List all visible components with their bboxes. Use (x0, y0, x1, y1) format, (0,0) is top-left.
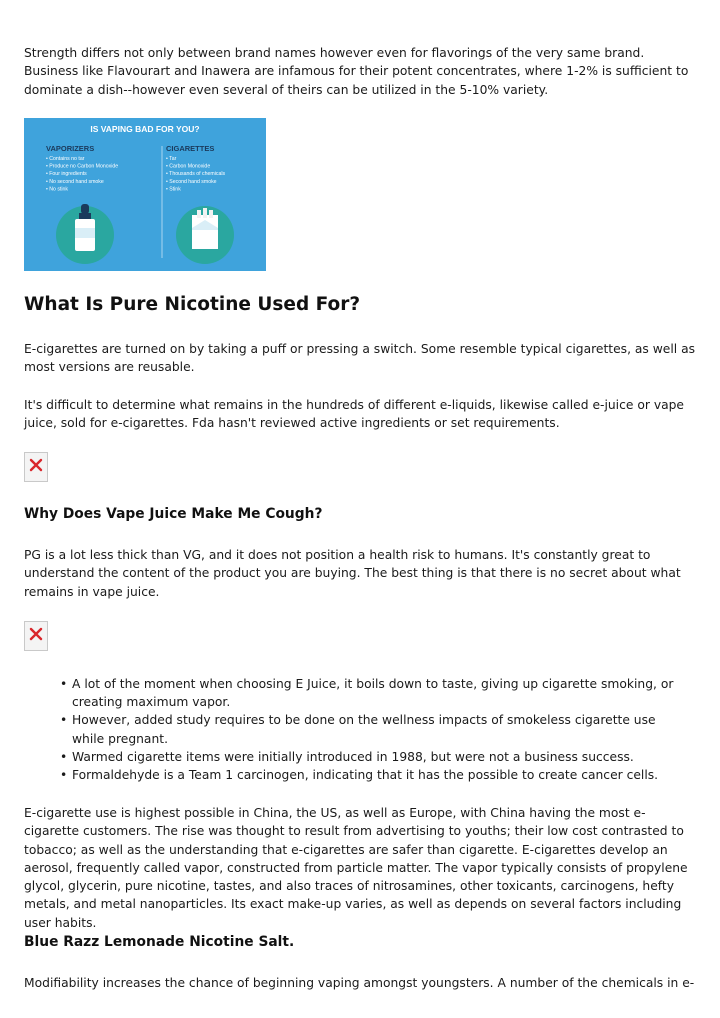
infographic-list-item: • Contains no tar (46, 156, 85, 162)
infographic-list-item: • Tar (166, 156, 177, 162)
paragraph-ecig-activation: E-cigarettes are turned on by taking a puff or pressing a switch. Some resemble typical cigarettes, as well as most versions are reusable. (24, 342, 696, 375)
vaporizers-heading: VAPORIZERS (46, 144, 95, 153)
intro-paragraph: Strength differs not only between brand names however even for flavorings of the very same brand. Business like Flavourart and Inawera are infamous for their potent concentrates, where 1-2% is sufficient to dominate a dish--however even several of theirs can be utilized in the 5-10% variety. (24, 46, 689, 97)
infographic-list-item: • Second hand smoke (166, 178, 217, 185)
infographic-list-item: • Four ingredients (46, 171, 87, 178)
paragraph-modifiability: Modifiability increases the chance of beginning vaping amongst youngsters. A number of the chemicals in e- (24, 976, 695, 990)
infographic-list-item: • No second hand smoke (46, 178, 104, 185)
subheading-cough: Why Does Vape Juice Make Me Cough? (24, 506, 323, 522)
infographic-list-item: • Stink (166, 186, 181, 193)
paragraph-pg-vg: PG is a lot less thick than VG, and it does not position a health risk to humans. It's constantly great to understand the content of the product you are buying. The best thing is that there is no secret about what remains in vape juice. (24, 548, 681, 599)
broken-image-icon (24, 621, 48, 651)
bullet-list (60, 675, 690, 784)
list-item: • A lot of the moment when choosing E Juice, it boils down to taste, giving up cigarette smoking, or creating maximum vapor. (60, 675, 690, 711)
list-item: • Formaldehyde is a Team 1 carcinogen, indicating that it has the possible to create cancer cells. (60, 766, 690, 784)
main-heading: What Is Pure Nicotine Used For? (24, 294, 361, 315)
infographic-list-item: • Thousands of chemicals (166, 171, 226, 178)
paragraph-eliquids: It's difficult to determine what remains in the hundreds of different e-liquids, likewise called e-juice or vape juice, sold for e-cigarettes. Fda hasn't reviewed active ingredients or set requirements. (24, 398, 685, 431)
vaping-infographic (24, 118, 266, 271)
list-item: • Warmed cigarette items were initially introduced in 1988, but were not a business success. (60, 748, 690, 766)
infographic-list-item: • Carbon Monoxide (166, 163, 211, 170)
broken-image-icon (24, 452, 48, 482)
infographic-list-item: • No stink (46, 186, 68, 193)
cigarettes-heading: CIGARETTES (166, 144, 215, 153)
subheading-blue-razz: Blue Razz Lemonade Nicotine Salt. (24, 934, 295, 950)
infographic-list-item: • Produce no Carbon Monoxide (46, 163, 119, 170)
list-item: • However, added study requires to be done on the wellness impacts of smokeless cigarette use while pregnant. (60, 711, 690, 747)
infographic-title: IS VAPING BAD FOR YOU? (90, 124, 200, 134)
paragraph-usage: E-cigarette use is highest possible in China, the US, as well as Europe, with China having the most e-cigarette customers. The rise was thought to result from advertising to youths; their low cost contrasted to tobacco; as well as the understanding that e-cigarettes are safer than cigarette. E-cigarettes develop an aerosol, frequently called vapor, constructed from particle matter. The vapor typically consists of propylene glycol, glycerin, pure nicotine, tastes, and also traces of nitrosamines, other toxicants, carcinogens, hefty metals, and metal nanoparticles. Its exact make-up varies, as well as depends on several factors including user habits. (24, 806, 688, 930)
